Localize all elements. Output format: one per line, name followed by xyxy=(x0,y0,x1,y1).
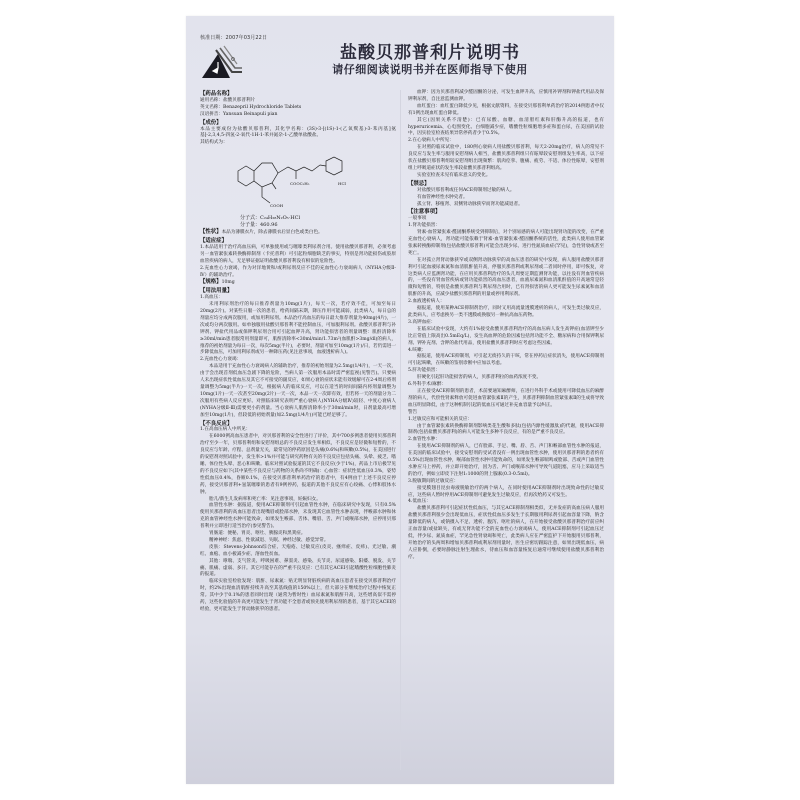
indications-p2: 2.充血性心力衰竭，作为对洋地黄和/或利尿剂反应不佳的充血性心力衰竭病人（NYHA分级Ⅱ-Ⅳ）的辅助治疗。 xyxy=(200,265,396,278)
precautions-sub1: 1.肾功能损害： xyxy=(408,223,440,229)
dosage-p1: 未用利尿剂治疗的每日推荐剂量为10mg(1片)，每天一次，若疗效不佳，可加至每日20mg(2片)。对某些日服一次的患者，给药间隔末期，降压作用可能减弱，此类病人，每日总的剂量应均分成两次服用，或加用利尿剂。本品治疗高血压的每日最大推荐剂量为40mg(4片)，一次或均分两次服用。如单独服用盐酸贝那普利不能控制血压，可加服利尿剂。盐酸贝那普利与补钾剂、钾盐代用品或保钾利尿剂合用可引起血钾升高，肾功能损害者的剂量调整：肌酐清除率≥30ml/min患者服常用剂量即可，肌酐清除率<30ml/min/1.73m²(血肌酐>3mg/dl)的病人，推荐的初始剂量为每日一次，每次5mg(半片)，必要时，剂量可加至10mg(1片)/日，若仍需进一步降低血压，可加用利尿剂或另一种降压药(见注意事项，血液透析病人)。 xyxy=(200,302,396,356)
precautions-general: 一般事项 xyxy=(408,216,427,222)
precautions-sub3: 3.高钾血症： xyxy=(408,319,436,325)
adverse-p2: 胎儿/新生儿发病率和死亡率：见注意事项，妊娠妇女。 xyxy=(209,496,321,502)
precautions-p9: 在使用ACE抑制剂的病人，已有脸部、手足、嘴、唇、舌、声门和喉部血管性水肿的报道，在美国的临床试验中，接受安慰剂的受试者没有一例出现血管性水肿，使用贝那普利的患者约有0.5%出现血管性水肿，喉部血管性水肿可能致命的，如果发生喉部喘鸣或脸部、舌或声门血管性水肿应马上停药，并立即开始治疗，因为舌、声门或喉部水肿可导致气道阻塞，应马上采取适当的治疗，例如立即皮下注射1:1000的肾上腺素(0.3-0.5ml)。 xyxy=(408,444,604,477)
warning-heading: 警告 xyxy=(408,409,418,415)
precautions-p11: 盐酸贝那普利可引起症状性低血压，与其它ACE抑制剂相类似，无并发症的高血压病人服用盐酸贝那普利很少会出现低血压，症状性低血压多发生于长期服用利尿剂引起血容量下降，钠含量降低的病人，或钠摄入不足、透析、腹泻、呕吐的病人，在开始接受盐酸贝那普利治疗前应纠正血容量/或盐缺失，有或无肾功能不全的充血性心力衰竭病人，使用ACE抑制剂可引起血压过低，伴少尿、氮质血症，罕见急性肾衰竭和死亡，此类病人应在严密监护下开始服用贝那普利，开始治疗的头两周和增加贝那普利或利尿剂用量时，医生应密切跟踪注意，如果出现低血压，病人应卧倒，必要时静脉注射生理盐水，待血压和血容量恢复后通常可继续使用盐酸贝那普利治疗。 xyxy=(408,506,604,560)
precautions-sub10: 4.低血压： xyxy=(408,499,431,505)
adverse-p1: 在6000例高血压患者中，对贝那普利的安全性进行了评价，其中700多例患者使用贝那普利治疗至少一年，贝那普利组和安慰剂组总的不良反应发生率相似，不良反应是轻微和短暂的，不良反应与年龄、疗程、总剂量无关，最常见的停药原因是头痛(0.6%)和咳嗽(0.5%)，在美国进行的安慰剂对照试验中，发生率>1%并可能与研究药物有关的不良反应包括头痛、头晕、疲乏、嗜睡、体位性头晕、恶心和咳嗽。临床对照试验报道的其它不良反应(少于1%)，药品上市后极罕见的不良反应如下(其中某些不良反应与药物的关系尚不明确)：心血管：症状性低血压0.3%，姿势性低血压0.4%，昏厥0.1%，在接受贝那普利单药治疗的患者中，有4例由于上述不良反应停药，接受贝那普利+氢氯噻嗪的患者有9例停药，报道的其他不良反应有心绞痛、心悸和肢体水肿。 xyxy=(200,434,396,495)
adverse-p7: 其他：哮喘、支气管炎、呼吸困难、鼻窦炎、感染、关节炎、尿道感染、阳痿、脱发、关节痛、肌痛、虚弱、多汗。其它可能存在的严重不良反应：已有其它ACEI引起嗜酸性粒细胞性肺炎的报道。 xyxy=(200,558,396,578)
column-divider xyxy=(400,90,401,770)
adverse-p4: 胃肠道：便秘、胃炎、呕吐、胰腺炎和黑粪症。 xyxy=(209,531,306,537)
precautions-sub2: 2.血液透析病人： xyxy=(408,299,445,305)
structure-label: 其结构式为： xyxy=(200,140,228,146)
approval-date: 核准日期：2007年03月22日 xyxy=(200,35,268,41)
adverse-p6: 皮肤：Stevens-Johnson综合症、天疱疮、过敏反应(皮炎、瘙痒症、皮疹)、光过敏、潮红、血疱、血小板减少症、溶血性贫血。 xyxy=(200,544,396,557)
precautions-p3: 据报道，使用某种ACE抑制剂治疗，同时又用高流量透膜透析的病人，可发生类过敏反应，此类病人，应考虑换另一类不透膜或换服另一种抗高血压药物。 xyxy=(408,306,604,318)
dosage-sub2: 2.充血性心力衰竭： xyxy=(200,357,242,363)
pinyin-name: 汉语拼音：Yansuan Beinapuli pian xyxy=(200,111,278,117)
page-subtitle: 请仔细阅读说明书并在医师指导下使用 xyxy=(332,63,528,76)
precautions-p8: 由于血管紧张素转换酶抑制剂影响类花生酸和多肽(包括内源性缓激肽)的代谢，使用ACE抑制剂(包括盐酸贝那普利)的病人可能发生多种不良反应，有的是严重不良反应。 xyxy=(408,423,604,436)
instruction-leaflet xyxy=(186,16,614,784)
section-heading-adverse: 【不良反应】 xyxy=(200,420,233,427)
precautions-sub9: 3.脱敏期间的过敏反应： xyxy=(408,478,459,484)
right-p3: 其它(因果关系不清楚)：已有尿酸、血糖、血清胆红素和肝酶升高的报道，也有hyperuricemia、心电图变化、白细胞减少症，嗜酸性粒细胞增多症和蛋白尿，在美国的试验中，因实验室检查结果异常停药者少于0.5%。 xyxy=(408,117,604,137)
english-name: 英文名称：Benazepril Hydrochloride Tablets xyxy=(200,104,302,110)
precautions-p1: 肾素-血管紧张素-醛固酮系统受到抑制后，对个别易感的病人可能出现肾功能的改变，在严重充血性心衰病人，肾功能可能依赖于肾素-血管紧张素-醛固酮系统的活性，此类病人使用血管紧张素转换酶抑制剂(包括盐酸贝那普利)可能会出现少尿、进行性氮质血症(罕见)，急性肾衰或甚至死亡。 xyxy=(408,230,604,256)
right-column xyxy=(408,90,604,562)
company-logo-icon xyxy=(200,44,244,80)
section-heading-indications: 【适应症】 xyxy=(200,237,227,244)
contraindication-item: 有血管神经性水肿史者。 xyxy=(417,194,468,200)
precautions-sub7: 1.过敏反应和可能相关的反应： xyxy=(408,416,473,422)
page-title: 盐酸贝那普利片说明书 xyxy=(340,43,520,63)
section-heading-composition: 【成份】 xyxy=(200,119,222,126)
dosage-sub1: 1.高血压： xyxy=(200,295,223,301)
right-p1: 血钾：因为贝那普利减少醛固酮的分泌，可发生血钾升高，应慎用补钾剂和钾盐代用品及保钾利尿剂，自注意监测血钾。 xyxy=(408,90,604,102)
section-heading-properties: 【性状】 xyxy=(200,229,222,236)
hcl-label: HCl xyxy=(338,181,346,187)
right-p5: 实验室检查未见有临床意义的变化。 xyxy=(417,172,491,178)
precautions-sub6: 6.外科手术/麻醉： xyxy=(408,382,447,388)
precautions-p6: 肝硬化引起肝功能损害的病人，贝那普利拉的血药浓度不变。 xyxy=(417,375,542,381)
specification-text: 10mg xyxy=(221,280,235,286)
precautions-sub4: 4.咳嗽： xyxy=(408,347,427,353)
precautions-p5: 据报道，使用ACE抑制剂，可引起无痰持久的干咳，常在停药后症状消失，使用ACE抑制剂可引起咳嗽，在咳嗽的鉴别诊断中应加以考虑。 xyxy=(408,354,604,367)
adverse-p5: 精神神经：焦虑、性欲减退、失眠、神经过敏、感觉异常。 xyxy=(209,537,329,543)
right-p2: 血红蛋白：血红蛋白降低少见，根据文献资料，在接受贝那普利单药治疗的2014例患者中仅有1例出现血红蛋白降低。 xyxy=(408,103,604,116)
precautions-sub8: 2.血管性水肿： xyxy=(408,437,440,443)
section-heading-dosage: 【用法用量】 xyxy=(200,288,233,295)
composition-text: 本品主要成份为盐酸贝那普利，其化学名称：(3S)-3-[(1S)-1-(乙氧羰基)-3-苯丙基]氨基]-2,3,4,5-四氢-2-氧代-1H-1-苯并氮杂-1-乙酸单盐酸盐。 xyxy=(200,126,396,139)
section-heading-drug-name: 【药品名称】 xyxy=(200,91,233,97)
indications-p1: 1.本品适用于治疗高血压病，可单独使用或与噻嗪类利尿剂合用。使用盐酸贝那普利，必须考虑另一血管紧张素转换酶抑制剂（卡托普利）可引起粒细胞缺乏的事实，特别是肾功能损伤或胶原血管疾病的病人，无足够证据证明盐酸贝那普利没有相似的危险性。 xyxy=(200,244,396,264)
adverse-p3: 血管性水肿：据报道，使用ACE抑制剂可引起血管性水肿，在临床研究中发现，只有0.5%使用贝那普利的高血压患者出现嘴唇或脸部水肿，未发现其它血管性水肿表现，伴喉部水肿和休克的血管神经性水肿可能致命，如果发生喉部、舌体、嘴唇、舌、声门或喉部水肿，应停用贝那普利并立即进行适当治疗(参见警告)。 xyxy=(200,503,396,530)
precautions-p7: 正在接受ACE抑制剂的患者，术前要通知麻醉师，在进行外科手术或使用可降低血压的麻醉剂的病人，代偿性肾素释放可促进血管紧张素Ⅱ的产生，贝那普利抑制血管紧张素Ⅱ的生成将导致血压明显降低，由于这种机制引起的低血压可通过补充血容量予以纠正。 xyxy=(408,388,604,408)
right-sub2: 2.在心衰病人中所见： xyxy=(408,138,454,144)
precautions-p2: 在对孤立肾肾动脉狭窄或双侧肾动脉狭窄的高血压患者的研究中发现，病人服用盐酸贝那普利可引起血液尿素氮和血清肌酐值升高，停服贝那普利或利尿剂或二者同时停用，即可恢复，对这类病人应监测肾功能，在应用贝那普利治疗的头几周要定期监测肾功能，以往没有肾血管疾病的，一些没有肾血管疾病或肾功能损害的高血压患者，血液尿素氮和血清肌酐值的升高通常是轻微和短暂的，特别是盐酸贝那普利与利尿剂合用时，已有肾损害的病人更可能发生尿素氮和血清肌酐的升高，应减少盐酸贝那普利的用量或停用利尿剂。 xyxy=(408,257,604,298)
ester-label: COOC₂H₅ xyxy=(290,181,310,187)
right-p4: 在对照的临床试验中，180例心衰病人用盐酸贝那普利，每天2-20mg治疗，病人的常见不良反应与发生率与服用安慰剂病人相当，盐酸贝那普利组只有眩晕较安慰剂组发生率高，以下症状在盐酸贝那普利组较安慰剂组出现频繁：肌肉痉挛、腹痛、疲劳、不适、体位性眩晕，安慰剂组上呼吸道症状的发生率较盐酸贝那普利组高。 xyxy=(408,145,604,171)
precautions-p10: 接受膜翅目昆虫毒液脱敏治疗的两个病人，在同时使用ACE抑制剂时出现致命性的过敏反应，这些病人暂时停用ACE抑制剂可避免发生过敏反应，但再次给药又可发生。 xyxy=(408,485,604,498)
contraindication-item: 对盐酸贝那普利或任何ACE抑制剂过敏的病人。 xyxy=(417,187,515,193)
section-heading-precautions: 【注意事项】 xyxy=(408,209,441,216)
precautions-p4: 在临床试验中发现，大约有1%接受盐酸贝那普利治疗的高血压病人发生高钾症(血清钾至少比正常值上限高出0.5mEq/L)，发生高血钾的危险因素包括肾功能不全、糖尿病和合用保钾利尿剂、钾补充剂、含钾的盐代用品，使用盐酸贝那普利时应考虑这些因素。 xyxy=(408,326,604,346)
section-heading-specification: 【规格】 xyxy=(200,279,222,286)
adverse-p8: 临床实验室检验发现：肌酐、尿素氮：贴无明显肾脏疾病的高血压患者在接受贝那普利治疗时，约2%出现血清肌酐持续升高至其基线值的150%以上，但大部分在继续治疗过程中恢复正常。其中少于0.1%的患者同时出现（通常为暂时性）血尿素氮和肌酐升高，这些增高似不需停药，这些化验值的升高更可能发生于肾功能不全患者或预先使用利尿剂的患者，基于其它ACEI的经验，更可能发生于肾动脉狭窄的患者。 xyxy=(200,579,396,612)
section-heading-contraindications: 【禁忌】 xyxy=(408,180,430,187)
chemical-structure xyxy=(200,149,396,213)
precautions-sub5: 5.肝功能损害： xyxy=(408,368,440,374)
adverse-sub1: 1.在高血压病人中所见： xyxy=(200,427,251,433)
left-column xyxy=(200,90,396,614)
properties-text: 本品为薄膜衣片，除去薄膜衣后显白色或类白色。 xyxy=(221,230,323,236)
acid-label: COOH xyxy=(270,203,284,209)
generic-name: 通用名称：盐酸贝那普利片 xyxy=(200,97,256,103)
contraindication-item: 孤立肾、移植肾、双侧肾动脉狭窄而肾功能减退者。 xyxy=(417,201,523,207)
chemical-structure-icon xyxy=(230,149,380,213)
dosage-p2: 本品适用于充血性心力衰竭病人的辅助治疗，推荐的初始剂量为2.5mg(1/4片)，一天一次，由于会出现首剂低血压急剧下降的危险，当病人第一次服用本品时需严密监视(见警告)。只要病人未出现症状性低血压及其它不可接受的副反应，如果心衰的症状未能有效缓解可在2-4周后将剂量调整为5mg(半片)一天一次，根据病人的临床反应，可以在适当的时间间隔内将剂量调整为10mg(1片)一天一次甚至20mg(2片)一天一次，本品一天一次即有效，但若将一天的剂量分为二次服用有些病人反应更好。对照临床研究表明严重心衰病人(NYHA分级Ⅳ)较轻、中度心衰病人(NYHA分级Ⅱ-Ⅲ)需要更小的剂量。当心衰病人肌酐清除率小于30ml/min时，日剂量最高可增加至10mg(1片)，但较低的初始剂量(如2.5mg(1/4片))可能已经足够了。 xyxy=(200,364,396,418)
molecular-formula: 分子式：C₂₄H₂₈N₂O₅·HCl xyxy=(240,215,301,222)
molecular-weight: 分子量：460.96 xyxy=(240,222,278,229)
